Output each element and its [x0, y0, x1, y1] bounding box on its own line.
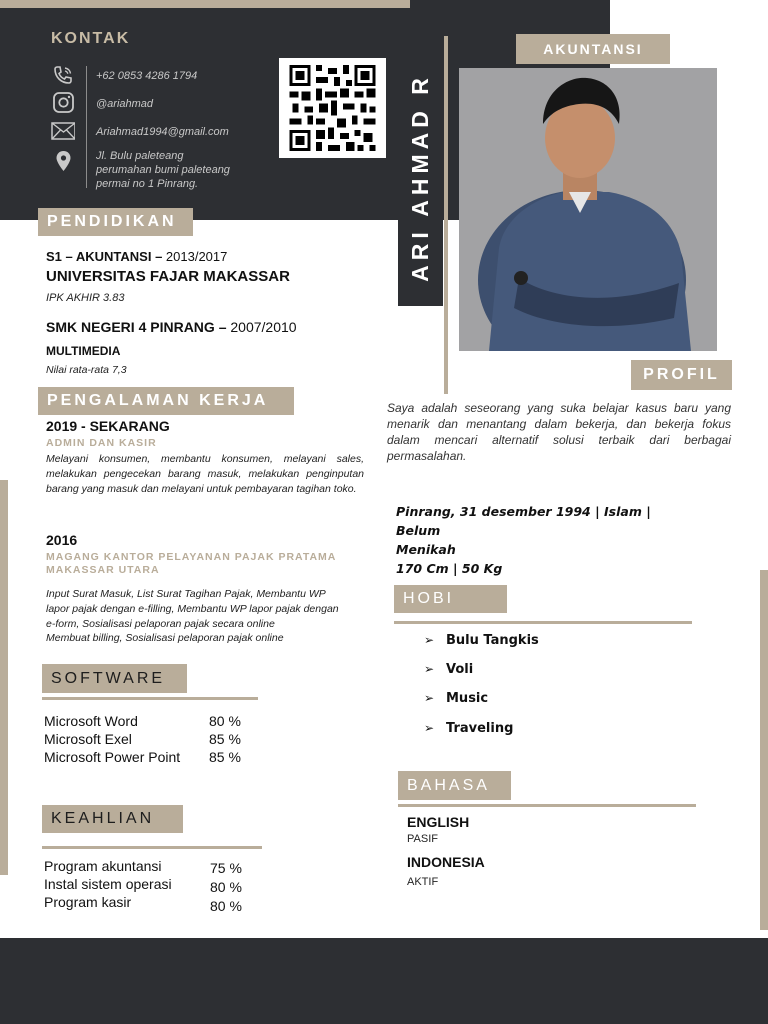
contact-heading: KONTAK — [51, 30, 131, 47]
contact-email: Ariahmad1994@gmail.com — [96, 126, 229, 138]
arrow-bullet-icon: ➢ — [424, 691, 435, 705]
top-accent-strip — [0, 0, 410, 8]
software-level: 80 % — [209, 713, 241, 729]
name-accent-line — [444, 36, 448, 394]
profile-heading: PROFIL — [631, 360, 732, 390]
contact-address-line2: perumahan bumi paleteang — [96, 164, 230, 176]
software-name: Microsoft Power Point — [44, 749, 181, 765]
profile-summary: Saya adalah seseorang yang suka belajar kasus baru yang menarik dan menantang dalam bekerja, dan bekerja fokus dalam mencari alternatif solusi terbaik dari berbagai permasalahan. — [387, 401, 731, 463]
job-description-line: e-form, Sosialisasi pelaporan pajak secara online — [46, 618, 275, 630]
hobby-item: ➢ Bulu Tangkis — [424, 633, 539, 648]
language-name: INDONESIA — [407, 854, 485, 870]
software-name: Microsoft Exel — [44, 731, 132, 747]
instagram-icon — [50, 92, 76, 114]
education-smk-school: SMK NEGERI 4 PINRANG – 2007/2010 — [46, 319, 297, 335]
skill-name: Program akuntansi — [44, 858, 162, 874]
languages-divider — [398, 804, 696, 807]
language-level: PASIF — [407, 833, 438, 845]
skills-heading: KEAHLIAN — [42, 805, 183, 833]
job-description-line: lapor pajak dengan e-filling, Membantu WP lapor pajak dengan — [46, 603, 339, 615]
job-role: ADMIN DAN KASIR — [46, 437, 157, 449]
profile-photo — [459, 68, 717, 351]
education-smk-major: MULTIMEDIA — [46, 344, 121, 358]
experience-heading: PENGALAMAN KERJA — [38, 387, 294, 415]
hobby-item: ➢ Traveling — [424, 721, 514, 736]
skill-name: Program kasir — [44, 894, 132, 910]
language-name: ENGLISH — [407, 814, 470, 830]
software-level: 85 % — [209, 749, 241, 765]
skill-level: 75 % — [210, 860, 242, 876]
personal-info-line3: 170 Cm | 50 Kg — [396, 561, 503, 576]
skill-name: Instal sistem operasi — [44, 876, 172, 892]
job-role: MAKASSAR UTARA — [46, 564, 160, 576]
contact-phone: +62 0853 4286 1794 — [96, 70, 198, 82]
software-level: 85 % — [209, 731, 241, 747]
role-tag: AKUNTANSI — [516, 34, 670, 64]
job-description-line: Membuat billing, Sosialisasi pelaporan pajak online — [46, 632, 284, 644]
skill-level: 80 % — [210, 879, 242, 895]
personal-info-line1: Pinrang, 31 desember 1994 | Islam | Belum — [396, 504, 651, 538]
footer-dark-bar — [0, 938, 768, 1024]
job-description: Melayani konsumen, membantu konsumen, melayani sales, melakukan pengecekan barang masuk, melakukan penginputan barang yang masuk dan melayani untuk pembayaran tagihan toko. — [46, 453, 364, 495]
phone-icon — [50, 64, 76, 86]
arrow-bullet-icon: ➢ — [424, 721, 435, 735]
qr-code-icon — [279, 58, 386, 158]
education-heading: PENDIDIKAN — [38, 208, 193, 236]
hobbies-divider — [394, 621, 692, 624]
hobbies-heading: HOBI — [394, 585, 507, 613]
contact-divider — [86, 66, 87, 188]
education-smk-note: Nilai rata-rata 7,3 — [46, 364, 127, 376]
location-pin-icon — [50, 150, 76, 172]
software-name: Microsoft Word — [44, 713, 138, 729]
hobby-item: ➢ Music — [424, 691, 489, 706]
personal-info-line2: Menikah — [396, 542, 456, 557]
contact-address-line1: Jl. Bulu paleteang — [96, 150, 184, 162]
language-level: AKTIF — [407, 876, 439, 888]
hobby-item: ➢ Voli — [424, 662, 474, 677]
education-s1-note: IPK AKHIR 3.83 — [46, 292, 125, 304]
languages-heading: BAHASA — [398, 771, 511, 800]
skill-level: 80 % — [210, 898, 242, 914]
skills-divider — [42, 846, 262, 849]
contact-address-line3: permai no 1 Pinrang. — [96, 178, 199, 190]
job-description-line: Input Surat Masuk, List Surat Tagihan Pajak, Membantu WP — [46, 588, 326, 600]
education-s1-degree: S1 – AKUNTANSI – 2013/2017 — [46, 249, 228, 264]
software-heading: SOFTWARE — [42, 664, 187, 693]
arrow-bullet-icon: ➢ — [424, 662, 435, 676]
right-accent-bar — [760, 570, 768, 930]
arrow-bullet-icon: ➢ — [424, 633, 435, 647]
job-year: 2016 — [46, 532, 78, 548]
education-s1-school: UNIVERSITAS FAJAR MAKASSAR — [46, 268, 290, 285]
email-icon — [50, 120, 76, 142]
full-name: ARI AHMAD R — [407, 72, 433, 282]
left-accent-bar — [0, 480, 8, 875]
job-year: 2019 - SEKARANG — [46, 418, 170, 434]
job-role: MAGANG KANTOR PELAYANAN PAJAK PRATAMA — [46, 551, 337, 563]
contact-instagram: @ariahmad — [96, 98, 154, 110]
personal-info — [396, 502, 696, 578]
software-divider — [42, 697, 258, 700]
name-bar — [398, 48, 443, 306]
